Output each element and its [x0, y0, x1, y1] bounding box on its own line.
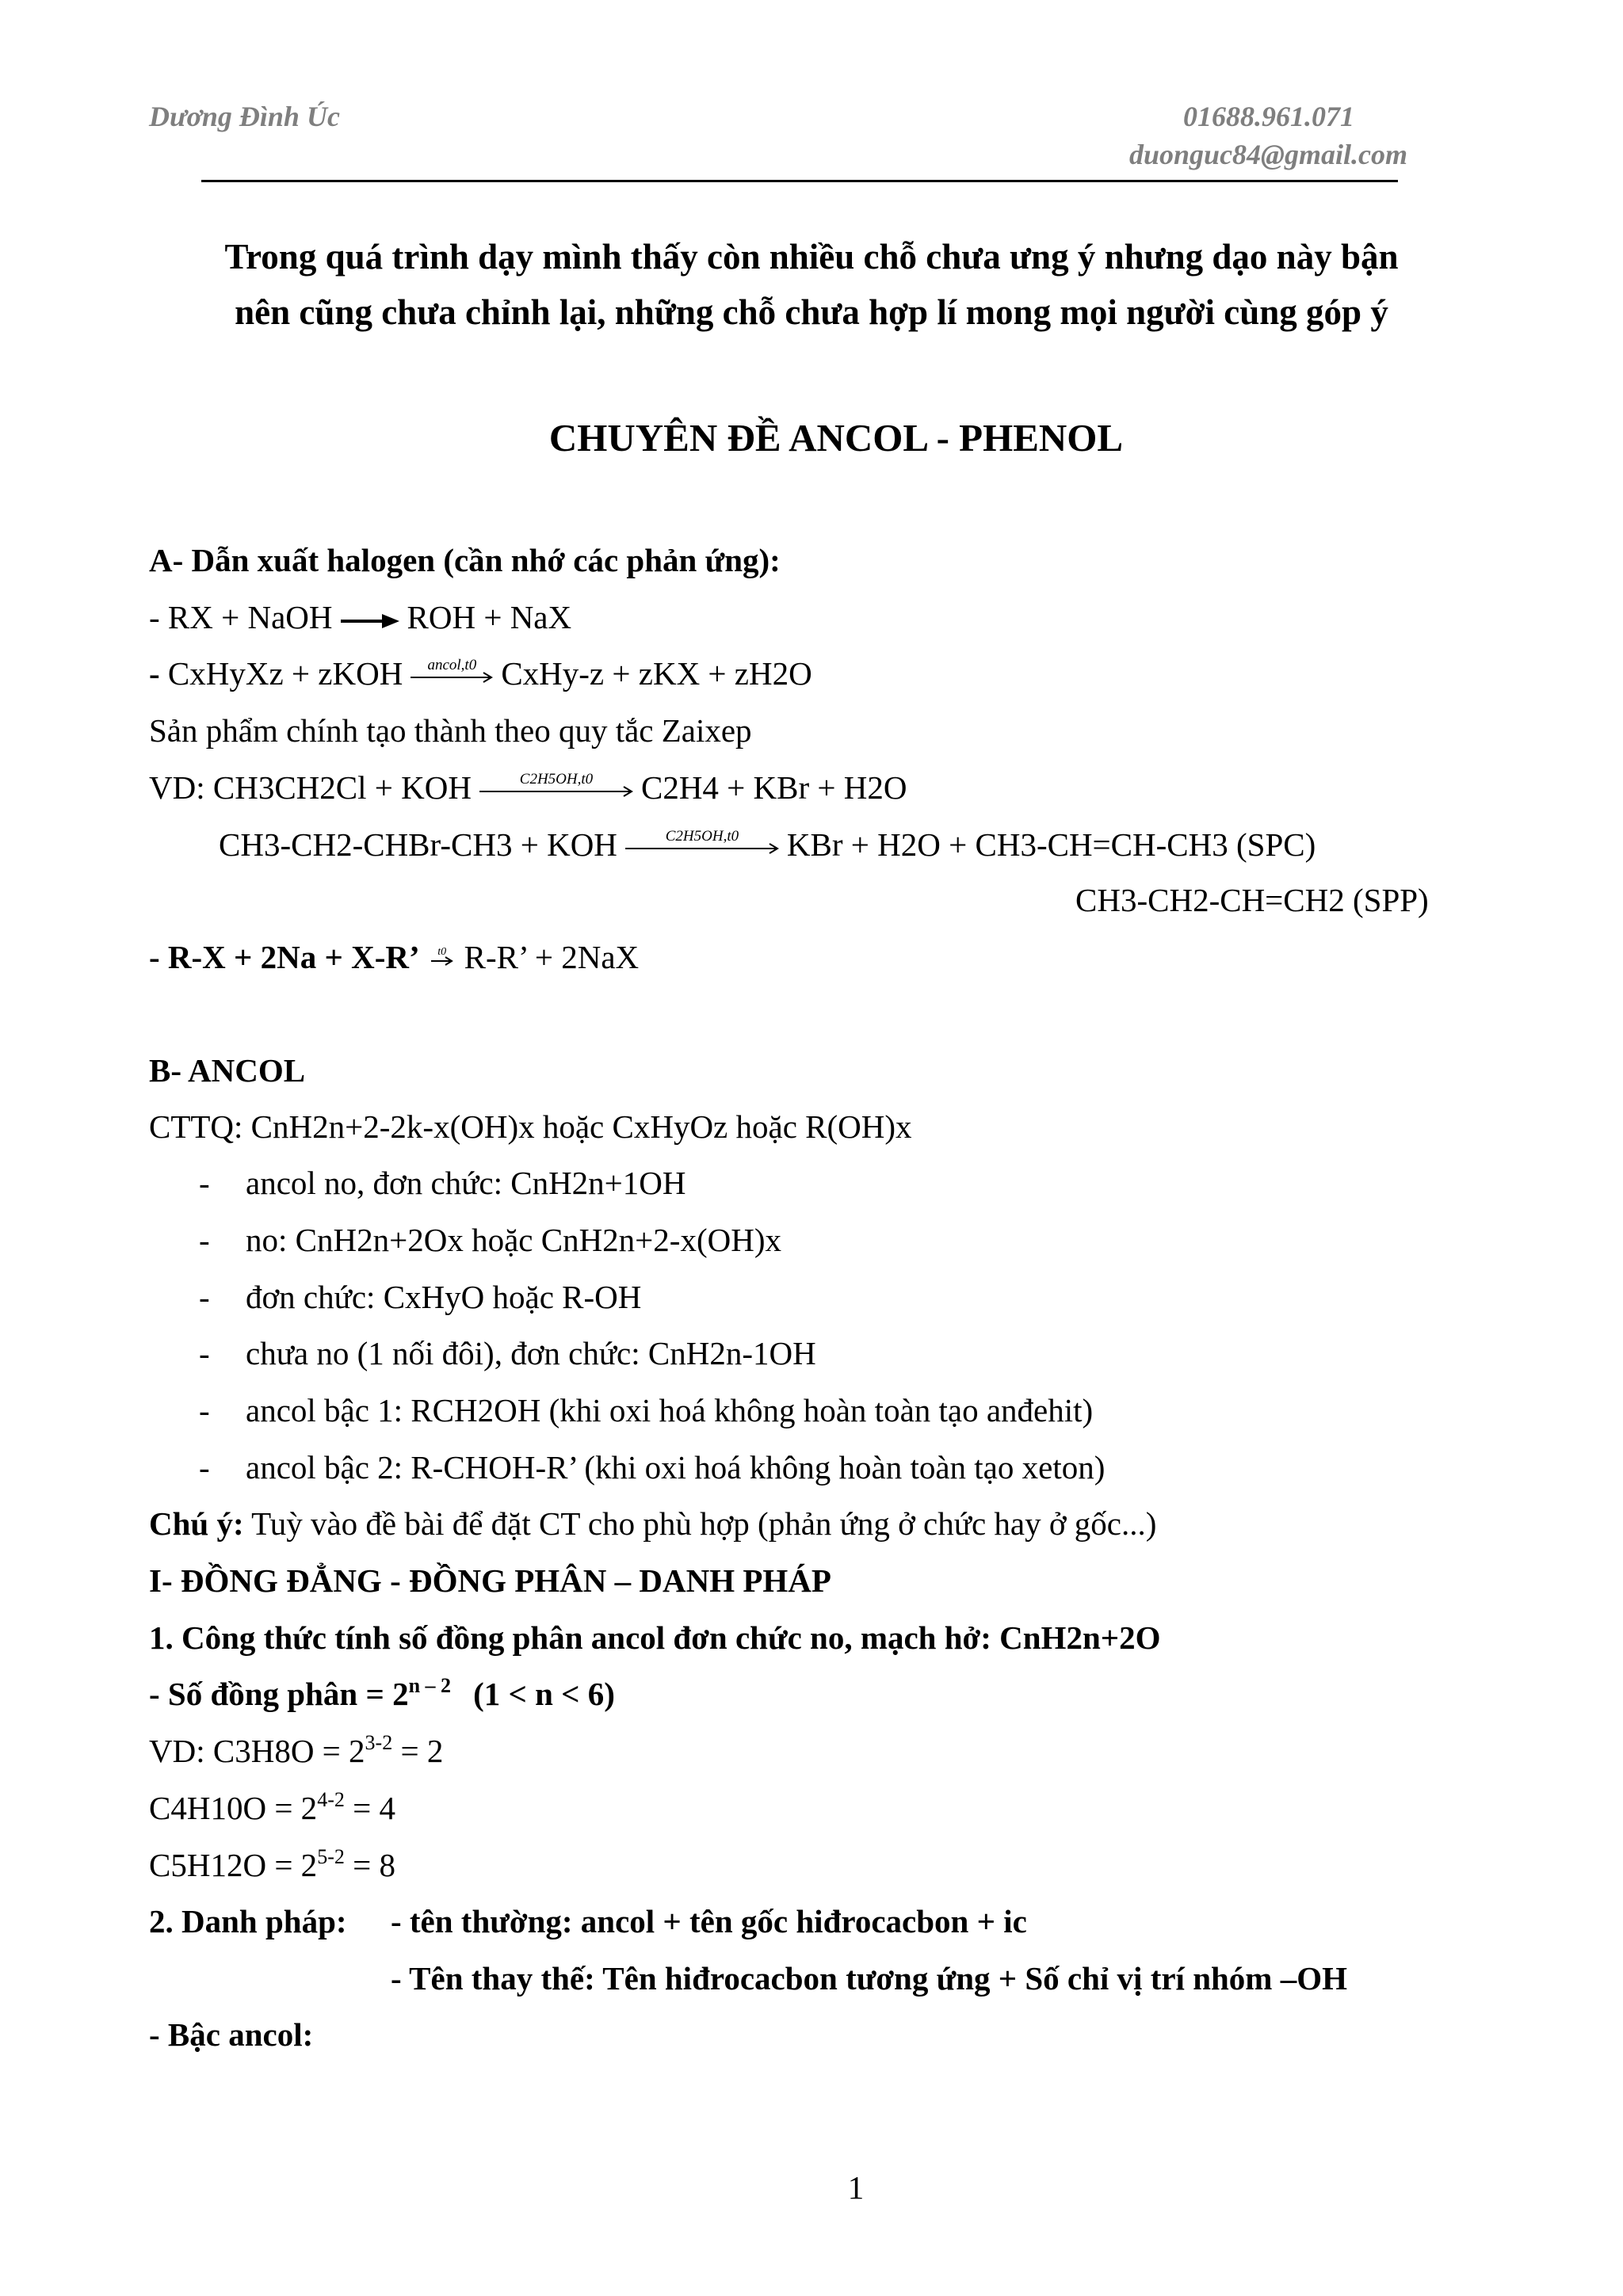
header-phone: 01688.961.071: [1183, 101, 1354, 132]
intro-line-2: nên cũng chưa chỉnh lại, những chỗ chưa hợp lí mong mọi người cùng góp ý: [235, 292, 1388, 332]
example-c3-left: VD: C3H8O = 2: [149, 1733, 365, 1769]
zaixep-rule: Sản phẩm chính tạo thành theo quy tắc Zaixep: [149, 712, 752, 749]
isomer-count-label: - Số đồng phân = 2: [149, 1676, 409, 1712]
header-rule: [201, 180, 1398, 182]
cttq-formula: CTTQ: CnH2n+2-2k-x(OH)x hoặc CxHyOz hoặc R(OH)x: [149, 1108, 912, 1145]
naming-common: - tên thường: ancol + tên gốc hiđrocacbon + ic: [391, 1903, 1027, 1939]
isomer-count-range: (1 < n < 6): [473, 1676, 615, 1712]
example-1-right: C2H4 + KBr + H2O: [640, 769, 907, 806]
page-title: CHUYÊN ĐỀ ANCOL - PHENOL: [548, 416, 1124, 460]
arrow-with-condition: [431, 945, 453, 967]
header-email: duonguc84@gmail.com: [1129, 139, 1407, 170]
isomer-formula-heading: 1. Công thức tính số đồng phân ancol đơn chức no, mạch hở: CnH2n+2O: [149, 1619, 1161, 1656]
reaction-2-condition: ancol,t0: [427, 656, 477, 673]
reaction-1-right: ROH + NaX: [407, 599, 572, 635]
arrow-with-condition: [411, 656, 493, 684]
list-item: no: CnH2n+2Ox hoặc CnH2n+2-x(OH)x: [246, 1222, 781, 1258]
example-c5: [149, 1846, 395, 1884]
section-a-heading: A- Dẫn xuất halogen (cần nhớ các phản ứng):: [149, 542, 781, 578]
example-c3: [149, 1732, 443, 1770]
section-b-heading: B- ANCOL: [149, 1052, 306, 1089]
wurtz-condition: t0: [437, 945, 447, 958]
example-c4-left: C4H10O = 2: [149, 1790, 318, 1826]
note: [149, 1505, 1156, 1543]
example-2-condition: C2H5OH,t0: [665, 827, 739, 845]
reaction-2: [149, 654, 812, 692]
example-2: [219, 826, 1316, 864]
bullet-marker: -: [199, 1392, 210, 1428]
note-label: Chú ý:: [149, 1505, 244, 1542]
header-author: Dương Đình Úc: [149, 101, 340, 132]
example-1-left: VD: CH3CH2Cl + KOH: [149, 769, 472, 806]
list-item: ancol no, đơn chức: CnH2n+1OH: [246, 1165, 686, 1201]
bullet-marker: -: [199, 1165, 210, 1201]
isomer-count-formula: [149, 1675, 615, 1713]
naming-label: 2. Danh pháp:: [149, 1903, 347, 1939]
bullet-marker: -: [199, 1335, 210, 1371]
list-item: ancol bậc 1: RCH2OH (khi oxi hoá không hoàn toàn tạo anđehit): [246, 1392, 1094, 1428]
list-item: chưa no (1 nối đôi), đơn chức: CnH2n-1OH: [246, 1335, 816, 1371]
intro-line-1: Trong quá trình dạy mình thấy còn nhiều chỗ chưa ưng ý nhưng dạo này bận: [224, 237, 1399, 277]
alcohol-order-heading: - Bậc ancol:: [149, 2016, 314, 2053]
reaction-2-left: CxHyXz + zKOH: [159, 655, 403, 692]
wurtz-right: R-R’ + 2NaX: [464, 939, 640, 975]
bullet-marker: -: [199, 1222, 210, 1258]
list-item: ancol bậc 2: R-CHOH-R’ (khi oxi hoá không hoàn toàn tạo xeton): [246, 1449, 1106, 1486]
arrow-icon: [341, 612, 399, 630]
page-number: 1: [847, 2169, 865, 2206]
arrow-with-condition: [625, 827, 779, 855]
bullet-marker: -: [199, 1449, 210, 1486]
example-c3-exponent: 3-2: [365, 1731, 393, 1754]
wurtz-left: - R-X + 2Na + X-R’: [149, 939, 420, 975]
reaction-1: [149, 598, 571, 636]
reaction-2-right: CxHy-z + zKX + zH2O: [501, 655, 812, 692]
bullet-marker: -: [199, 1279, 210, 1315]
note-text: Tuỳ vào đề bài để đặt CT cho phù hợp (phản ứng ở chức hay ở gốc...): [243, 1505, 1157, 1542]
subsection-heading: I- ĐỒNG ĐẲNG - ĐỒNG PHÂN – DANH PHÁP: [149, 1562, 831, 1599]
example-2-minor-product: CH3-CH2-CH=CH2 (SPP): [1075, 882, 1429, 918]
example-c3-right: = 2: [392, 1733, 444, 1769]
example-2-right: KBr + H2O + CH3-CH=CH-CH3 (SPC): [786, 826, 1316, 863]
example-c4-exponent: 4-2: [317, 1788, 345, 1811]
reaction-1-left: - RX + NaOH: [149, 599, 333, 635]
example-c5-left: C5H12O = 2: [149, 1847, 318, 1883]
example-c4-right: = 4: [344, 1790, 395, 1826]
reaction-2-dash: -: [149, 655, 160, 692]
arrow-with-condition: [479, 770, 633, 798]
example-c5-exponent: 5-2: [317, 1845, 345, 1868]
example-1: [149, 769, 907, 807]
naming-substitutive: - Tên thay thế: Tên hiđrocacbon tương ứng + Số chỉ vị trí nhóm –OH: [391, 1960, 1347, 1997]
example-c5-right: = 8: [344, 1847, 395, 1883]
example-c4: [149, 1789, 395, 1827]
list-item: đơn chức: CxHyO hoặc R-OH: [246, 1279, 642, 1315]
isomer-count-exponent: n – 2: [408, 1674, 452, 1697]
example-2-left: CH3-CH2-CHBr-CH3 + KOH: [219, 826, 617, 863]
wurtz-reaction: [149, 938, 639, 976]
example-1-condition: C2H5OH,t0: [519, 770, 594, 788]
